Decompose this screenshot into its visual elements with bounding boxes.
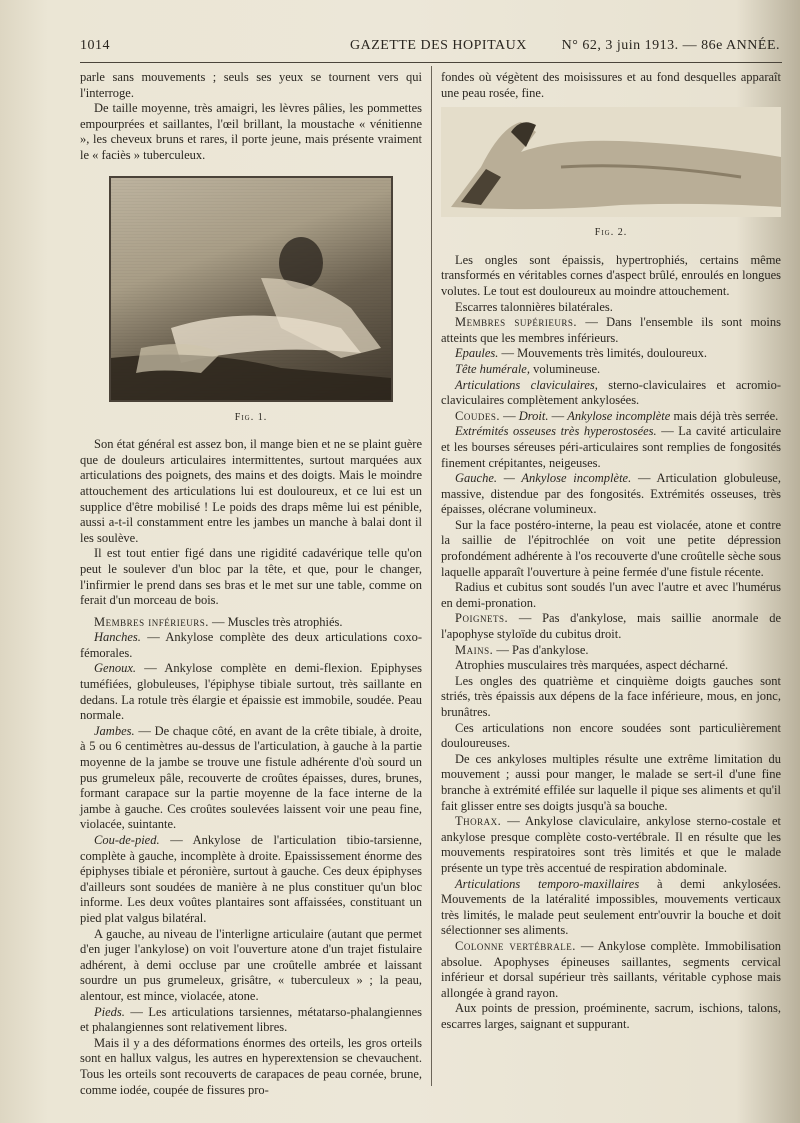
section-heading: Coudes. [455,408,500,423]
paragraph: Mais il y a des déformations énormes des orteils, les gros orteils sont en hallux valgus, les autres en hyperextension se chevauchent. Tous les orteils sont recouverts de carapaces de peau cornée, brune, comme iodée, coupée de fissures pro- [80,1035,422,1097]
subsection-heading: Extrémités osseuses très hyperostosées. [455,424,657,439]
section-heading: Mains. [455,642,494,657]
paragraph: sterno-claviculaires et acromio-claviculaires complètement ankylosées. [441,377,781,408]
paragraph: — La cavité articulaire et les bourses séreuses péri-articulaires sont remplies de fongosités finement crépitantes, neigeuses. [441,424,782,470]
subsection-heading: Cou-de-pied. [94,833,160,847]
figure-1-photo [109,176,393,402]
leg-photo-image [441,107,781,217]
paragraph: A gauche, au niveau de l'interligne articulaire (autant que permet d'en juger l'ankylose) on voit l'ouverture atone d'un trajet fistulaire adhérent, à demi occluse par une croûtelle ambrée et laissant sourdre un pus grumeleux, grisâtre, « tuberculeux » ; la peau, alentour, est mince, violacée, atone. [80,926,422,1003]
subsection-heading: Epaules. [455,346,499,361]
section-heading: Poignets. [455,611,509,626]
subsection-heading: Tête humérale, [455,361,530,376]
subsection-heading: Ankylose incomplète [567,408,671,423]
paragraph: fondes où végètent des moisissures et au fond desquelles apparaît une peau rosée, fine. [441,70,781,100]
paragraph: mais déjà très serrée. [670,408,779,423]
paragraph: Radius et cubitus sont soudés l'un avec l'autre et avec l'humérus en demi-pronation. [441,580,781,610]
paragraph: volumineuse. [529,361,601,376]
page-header [80,38,780,60]
subsection-heading: Pieds. [94,1004,125,1019]
paragraph: Son état général est assez bon, il mange bien et ne se plaint guère que de douleurs articulaires intermittentes, surtout marquées aux articulations des poignets, des mains et des doigts. Mais le moindre attouchement des articulations lui est douloureux, et ce lui est un supplice d'être mobilisé ! Le poids des draps même lui est pénible, aussi a-t-il constamment entre les jambes un manche à balai dont il les soulève. [80,437,422,545]
paragraph: — Ankylose complète des deux articulations coxo-fémorales. [80,630,422,660]
subsection-heading: Genoux. [94,661,136,676]
paragraph: — De chaque côté, en avant de la crête tibiale, à droite, à 5 ou 6 centimètres au-dessus de l'articulation, à gauche à la partie moyenne de la jambe se trouve une fistule adhérente d'où sourd un pus grumeleux pâle, recouverte de croûtes épaisses, dures, brunes, formant carapace sur la partie moyenne de la face interne de la jambe à gauche. Ces croûtes soulevées laissent voir une peau fine, violacée, suintante. [80,723,422,832]
subsection-heading: Articulations claviculaires, [455,377,598,392]
section-heading: Membres supérieurs. [455,315,578,330]
paragraph: De taille moyenne, très amaigri, les lèvres pâlies, les pommettes empourprées et saillantes, l'œil brillant, la moustache « vénitienne », les cheveux bruns et rares, il porte jeune, mais présente vraiment le « faciès » tuberculeux. [80,101,422,162]
column-divider [431,66,432,1086]
paragraph: Les ongles des quatrième et cinquième doigts gauches sont striés, très épaissis aux dépens de la face inférieure, mous, en jonc, brunâtres. [441,673,781,719]
paragraph: — Ankylose claviculaire, ankylose sterno-costale et ankylose presque complète costo-vertébrale. Il en résulte que les mouvements respiratoires sont très limités et que le malade présente un type très accentué de respiration abdominale. [441,814,781,875]
subsection-heading: Gauche. — Ankylose incomplète. [455,471,632,486]
journal-title: GAZETTE DES HOPITAUX [350,38,527,53]
paragraph: — Articulation globuleuse, massive, distendue par des fongosités. Extrémités osseuses, très épaisses, olécrane volumineux. [441,471,781,517]
subsection-heading: Hanches. [94,630,141,645]
header-rule [80,62,782,63]
paragraph: Il est tout entier figé dans une rigidité cadavérique telle qu'on peut le soulever d'un bloc par la tête, et que, pour le changer, l'infirmier le prend dans ses bras et le met sur une table, comme on ferait d'un morceau de bois. [80,546,422,608]
figure-1-caption: Fig. 1. [234,411,268,423]
paragraph: — Ankylose complète. Immobilisation absolue. Apophyses épineuses saillantes, segments cervical inférieur et dorsal supérieur très saillants, véritable cyphose mais allongée à grand rayon. [441,938,781,1000]
paragraph: — Ankylose complète en demi-flexion. Epiphyses tuméfiées, globuleuses, l'épiphyse tibiale surtout, très saillante en dedans. La rotule très élargie et épaissie est immobile, soudée. Peau normale. [80,661,422,723]
paragraph: Ces articulations non encore soudées sont particulièrement douloureuses. [441,720,781,751]
patient-photo-image [111,178,391,400]
dash: — [548,408,568,423]
paragraph: Escarres talonnières bilatérales. [455,299,613,314]
paragraph: — Ankylose de l'articulation tibio-tarsienne, complète à gauche, incomplète à droite. Epaississement énorme des épiphyses tibiale et péronière, surtout à gauche. Ces deux épiphyses d'ailleurs sont soudées de manière à ne plus constituer qu'un bloc informe. Les deux voûtes plantaires sont affaissées, constituant un pied plat valgus bilatéral. [80,833,422,925]
dash: — [499,408,519,423]
figure-2-caption: Fig. 2. [594,227,628,239]
subsection-heading: Jambes. [94,723,135,738]
subsection-heading: Droit. [518,408,549,423]
page-number: 1014 [80,38,110,53]
paragraph: à demi ankylosées. Mouvements de la latéralité impossibles, mouvements verticaux très limités, le malade peut seulement entr'ouvrir la bouche et doit sélectionner ses aliments. [441,876,781,938]
paragraph: — Muscles très atrophiés. [208,614,343,629]
paragraph: Atrophies musculaires très marquées, aspect décharné. [455,658,729,673]
paragraph: parle sans mouvements ; seuls ses yeux se tournent vers qui l'interroge. [80,70,422,100]
paragraph: Aux points de pression, proéminente, sacrum, ischions, talons, escarres larges, saignant et suppurant. [441,1001,781,1031]
paragraph: — Mouvements très limités, douloureux. [498,346,708,361]
section-heading: Membres inférieurs. [94,614,209,629]
paragraph: — Pas d'ankylose, mais saillie anormale de l'apophyse styloïde du cubitus droit. [441,611,781,642]
paragraph: — Les articulations tarsiennes, métatarso-phalangiennes et phalangiennes sont relativement libres. [80,1004,422,1035]
paragraph: Sur la face postéro-interne, la peau est violacée, atone et contre la saillie de l'épitrochlée on voit une petite dépression profondément adhérente à l'os recouverte d'une croûtelle sèche sous laquelle apparaît l'ouverture à peine fermée d'une fistule récente. [441,517,781,579]
paragraph: — Dans l'ensemble ils sont moins atteints que les membres inférieurs. [441,315,782,345]
section-heading: Thorax. [455,814,502,829]
paragraph: — Pas d'ankylose. [493,642,589,657]
issue-info: N° 62, 3 juin 1913. — 86e ANNÉE. [561,38,780,53]
subsection-heading: Articulations temporo-maxillaires [455,876,640,891]
paragraph: De ces ankyloses multiples résulte une extrême limitation du mouvement ; aussi pour manger, le malade se sert-il d'une fine branche à extrémité effilée sur laquelle il pique ses aliments et qu'il fait glisser entre ses doigts jusqu'à sa bouche. [441,751,781,813]
left-column [80,70,422,1098]
paragraph: Les ongles sont épaissis, hypertrophiés, certains même transformés en véritables cornes d'aspect brûlé, enroulés en longues volutes. Le tout est douloureux au moindre attouchement. [441,252,781,298]
right-column [441,70,781,1032]
section-heading: Colonne vertébrale. [455,938,576,953]
figure-2-photo [441,107,781,217]
